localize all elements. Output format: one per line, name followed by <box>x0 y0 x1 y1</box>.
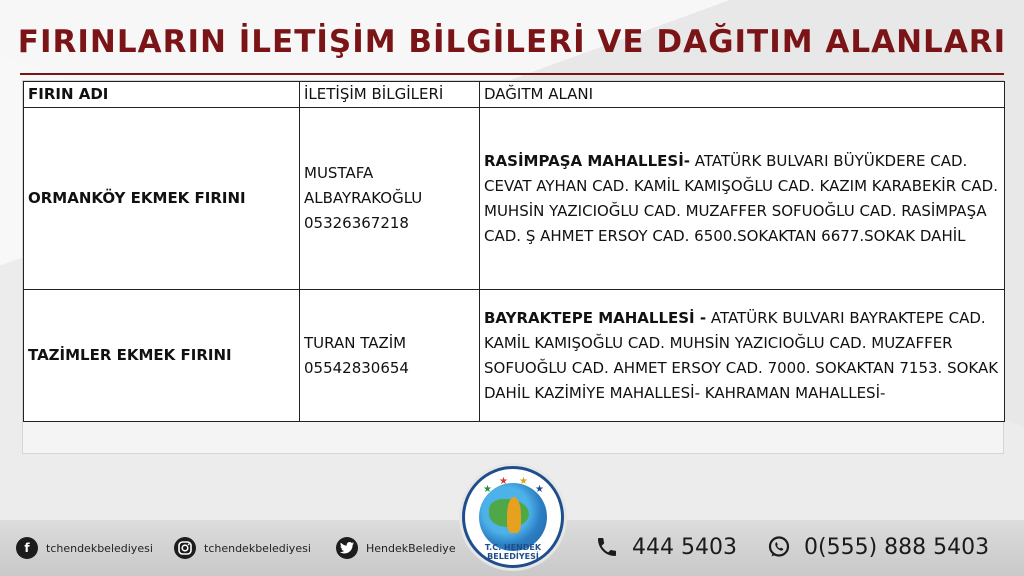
whatsapp-contact[interactable] <box>766 532 989 562</box>
facebook-handle: tchendekbelediyesi <box>46 541 153 555</box>
twitter-link[interactable] <box>336 537 456 559</box>
distribution-area-cell <box>480 108 1005 290</box>
header-distribution-area: DAĞITM ALANI <box>480 82 1005 108</box>
contact-cell <box>300 290 480 422</box>
neighborhood-name: BAYRAKTEPE MAHALLESİ - <box>484 308 707 327</box>
contact-name-last: ALBAYRAKOĞLU <box>304 189 423 207</box>
title-divider <box>20 73 1004 75</box>
bakery-name-cell: TAZİMLER EKMEK FIRINI <box>24 290 300 422</box>
twitter-handle: HendekBelediye <box>366 541 456 555</box>
street-list: ATATÜRK BULVARI BÜYÜKDERE CAD. CEVAT AYHAN CAD. KAMİL KAMIŞOĞLU CAD. KAZIM KARABEKİR CAD. MUHSİN YAZICIOĞLU CAD. MUZAFFER SOFUOĞLU CAD. RASİMPAŞA CAD. Ş AHMET ERSOY CAD. 6500.SOKAKTAN 6677.SOKAK DAHİL <box>484 151 998 245</box>
header-contact-info: İLETİŞİM BİLGİLERİ <box>300 82 480 108</box>
table-header-row <box>24 82 1005 108</box>
contact-name: TURAN TAZİM <box>304 333 407 352</box>
bakery-table <box>23 81 1005 422</box>
phone-contact[interactable] <box>594 532 737 562</box>
table-row <box>24 290 1005 422</box>
bakery-table-panel <box>22 80 1004 454</box>
instagram-link[interactable] <box>174 537 311 559</box>
table-row <box>24 108 1005 290</box>
bakery-name-cell: ORMANKÖY EKMEK FIRINI <box>24 108 300 290</box>
whatsapp-number: 0(555) 888 5403 <box>804 534 990 560</box>
logo-text: T.C. HENDEK BELEDİYESİ <box>484 543 542 561</box>
facebook-link[interactable] <box>16 537 153 559</box>
contact-name-first: MUSTAFA <box>304 164 374 182</box>
star-icon: ★ <box>535 484 544 495</box>
municipality-logo <box>462 466 564 568</box>
contact-phone: 05542830654 <box>304 358 409 377</box>
star-icon: ★ <box>499 476 508 487</box>
page-title: FIRINLARIN İLETİŞİM BİLGİLERİ VE DAĞITIM ALANLARI <box>17 24 1007 60</box>
neighborhood-name: RASİMPAŞA MAHALLESİ- <box>484 151 691 170</box>
contact-phone: 05326367218 <box>304 214 409 232</box>
street-list: ATATÜRK BULVARI BAYRAKTEPE CAD. KAMİL KAMIŞOĞLU CAD. MUHSİN YAZICIOĞLU CAD. MUZAFFER SOFUOĞLU CAD. AHMET ERSOY CAD. 7000. SOKAKTAN 7153. SOKAK DAHİL KAZİMİYE MAHALLESİ- KAHRAMAN MAHALLESİ- <box>484 308 999 402</box>
distribution-area-cell <box>480 290 1005 422</box>
phone-number: 444 5403 <box>632 534 737 560</box>
phone-icon <box>594 534 620 560</box>
whatsapp-icon <box>766 534 792 560</box>
header-bakery-name: FIRIN ADI <box>24 82 300 108</box>
star-icon: ★ <box>519 476 528 487</box>
logo-flame <box>507 497 521 533</box>
twitter-icon <box>336 537 358 559</box>
star-icon: ★ <box>483 484 492 495</box>
instagram-handle: tchendekbelediyesi <box>204 541 311 555</box>
contact-cell <box>300 108 480 290</box>
facebook-icon: f <box>16 537 38 559</box>
instagram-icon <box>174 537 196 559</box>
